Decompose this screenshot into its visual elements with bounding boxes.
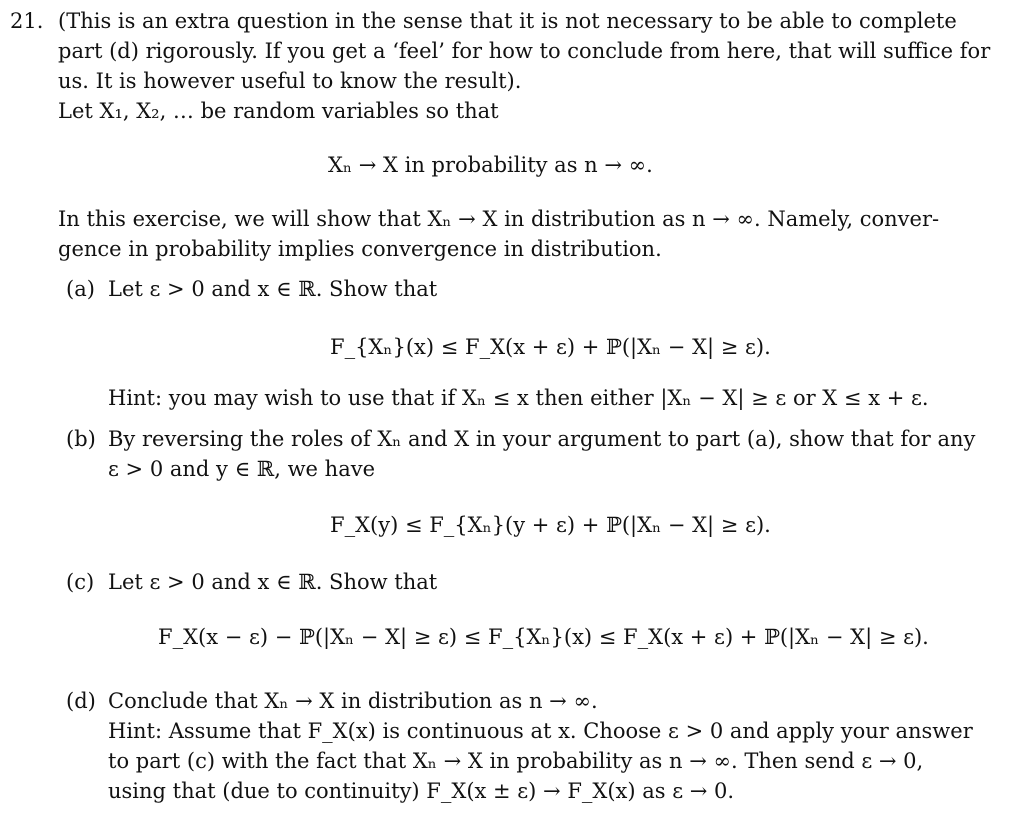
part-b-text-2: ε > 0 and y ∈ ℝ, we have [108, 457, 376, 481]
intro-line-4: Let X₁, X₂, … be random variables so that [58, 99, 499, 123]
display-equation-convergence: Xₙ → X in probability as n → ∞. [328, 153, 653, 177]
part-b-text-1: By reversing the roles of Xₙ and X in your argument to part (a), show that for any [108, 427, 976, 451]
part-a-text: Let ε > 0 and x ∈ ℝ. Show that [108, 277, 438, 301]
part-b-equation: F_X(y) ≤ F_{Xₙ}(y + ε) + ℙ(|Xₙ − X| ≥ ε). [330, 513, 771, 537]
part-c-label: (c) [66, 570, 95, 594]
part-d-text-2: Hint: Assume that F_X(x) is continuous at x. Choose ε > 0 and apply your answer [108, 719, 973, 743]
part-c-text: Let ε > 0 and x ∈ ℝ. Show that [108, 570, 438, 594]
body-line-2: gence in probability implies convergence in distribution. [58, 237, 662, 261]
intro-line-1: (This is an extra question in the sense that it is not necessary to be able to complete [58, 9, 957, 33]
intro-line-3: us. It is however useful to know the result). [58, 69, 522, 93]
part-a-label: (a) [66, 277, 95, 301]
part-b-label: (b) [66, 427, 96, 451]
body-line-1: In this exercise, we will show that Xₙ → X in distribution as n → ∞. Namely, conver- [58, 207, 940, 231]
part-d-label: (d) [66, 689, 96, 713]
part-d-text-1: Conclude that Xₙ → X in distribution as n → ∞. [108, 689, 598, 713]
part-a-equation: F_{Xₙ}(x) ≤ F_X(x + ε) + ℙ(|Xₙ − X| ≥ ε). [330, 335, 771, 359]
part-c-equation: F_X(x − ε) − ℙ(|Xₙ − X| ≥ ε) ≤ F_{Xₙ}(x) ≤ F_X(x + ε) + ℙ(|Xₙ − X| ≥ ε). [158, 625, 929, 649]
part-a-hint: Hint: you may wish to use that if Xₙ ≤ x then either |Xₙ − X| ≥ ε or X ≤ x + ε. [108, 386, 929, 410]
part-d-text-3: to part (c) with the fact that Xₙ → X in probability as n → ∞. Then send ε → 0, [108, 749, 924, 773]
question-number: 21. [10, 9, 44, 33]
part-d-text-4: using that (due to continuity) F_X(x ± ε) → F_X(x) as ε → 0. [108, 779, 735, 803]
intro-line-2: part (d) rigorously. If you get a ‘feel’ for how to conclude from here, that will suffice for [58, 39, 991, 63]
